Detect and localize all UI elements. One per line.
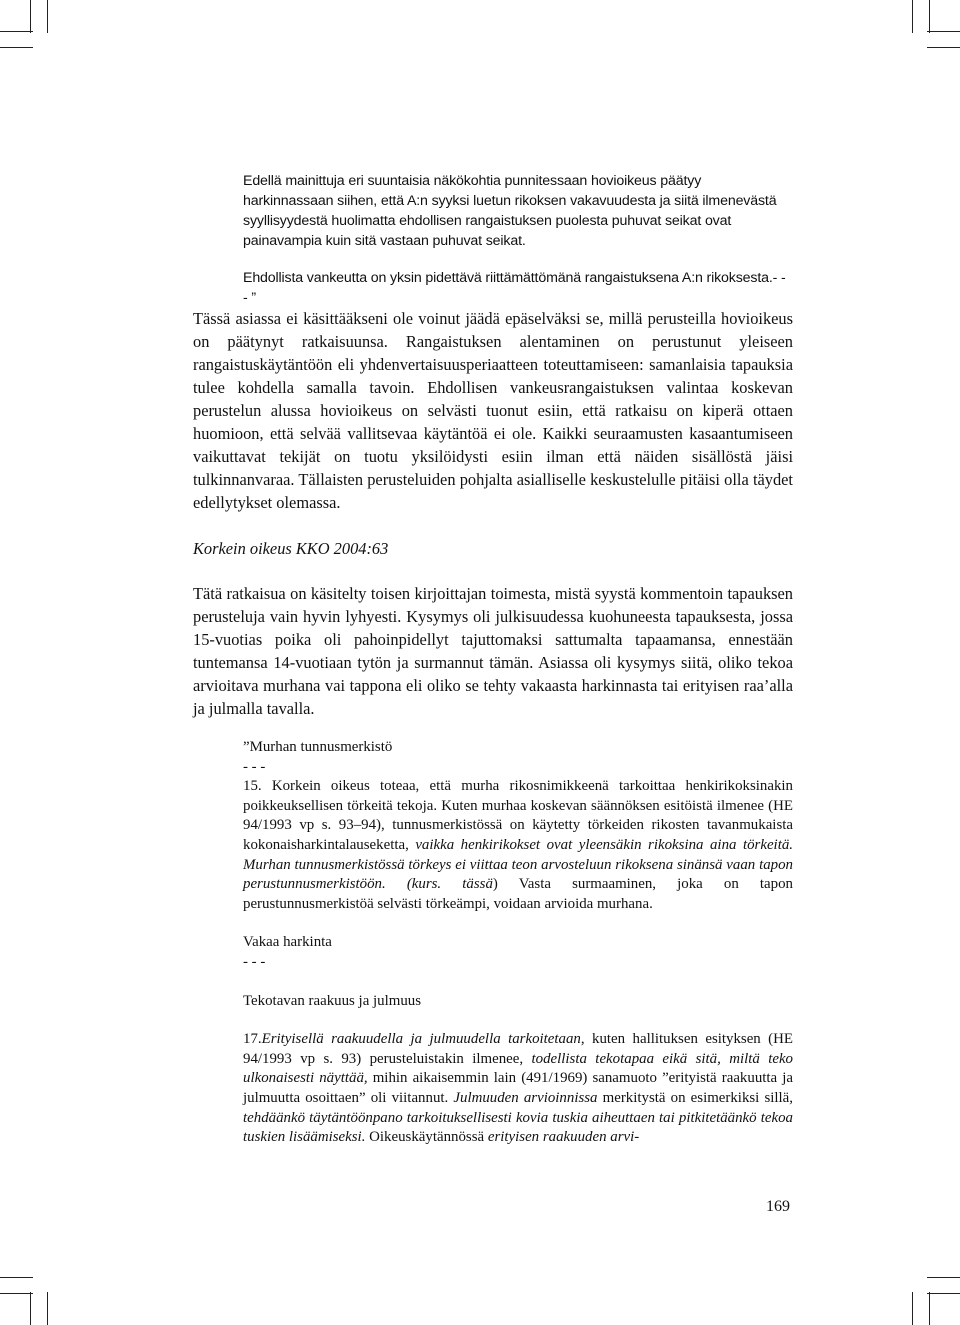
crop-mark bbox=[47, 0, 48, 33]
crop-mark bbox=[912, 1292, 913, 1325]
page-number: 169 bbox=[766, 1198, 790, 1215]
case-heading: Korkein oikeus KKO 2004:63 bbox=[193, 539, 389, 558]
crop-mark bbox=[927, 1277, 960, 1278]
crop-mark bbox=[0, 47, 33, 48]
crop-mark bbox=[929, 0, 930, 33]
citation-paragraph-15: 15. Korkein oikeus toteaa, että murha rikosnimikkeenä tarkoittaa henkirikoksinakin poikkeuksellisen törkeitä tekoja. Kuten murhaa koskevan säännöksen esitöistä ilmenee (HE 94/1993 vp s. 93–94), tunnusmerkistössä on käytetty törkeiden rikosten tavanmukaista kokonaisharkintalauseketta, vaikka henkirikokset ovat yleensäkin rikoksina aina törkeitä. Murhan tunnusmerkistössä törkeys ei viittaa teon arvosteluun rikoksena sinänsä vaan tapon perustunnusmerkistöön. (kurs. tässä) Vasta surmaaminen, joka on tapon perustunnusmerkistöä selvästi törkeämpi, voidaan arvioida murhana. bbox=[243, 778, 793, 912]
citation-paragraph-17: 17.Erityisellä raakuudella ja julmuudella tarkoitetaan, kuten hallituksen esityksen (HE 94/1993 vp s. 93) perusteluistakin ilmenee, todellista tekotapaa eikä sitä, miltä teko ulkonaisesti näyttää, mihin aikaisemmin lain (491/1969) sanamuoto ”erityistä raakuutta ja julmuutta osoittaen” oli viitannut. Julmuuden arvioinnissa merkitystä on esimerkiksi sillä, tehdäänkö täytäntöönpano tarkoituksellisesti kovia tuskia aiheuttaen tai pitkitetäänkö tekoa tuskien lisäämiseksi. Oikeuskäytännössä erityisen raakuuden arvi- bbox=[243, 1031, 793, 1146]
citation-heading-murder: ”Murhan tunnusmerkistö bbox=[243, 739, 393, 755]
crop-mark bbox=[30, 0, 31, 33]
crop-mark bbox=[929, 1292, 930, 1325]
crop-mark bbox=[927, 47, 960, 48]
crop-mark bbox=[927, 1293, 960, 1294]
quote-paragraph-2: Ehdollista vankeutta on yksin pidettävä riittämättömänä rangaistuksena A:n rikoksesta.- - - ” bbox=[243, 270, 786, 306]
commentary-paragraph: Tässä asiassa ei käsittääkseni ole voinut jäädä epäselväksi se, millä perusteilla hovioikeus on päätynyt ratkaisuunsa. Rangaistuksen alentaminen on perustunut yleiseen rangaistuskäytäntöön eli yhdenvertaisuusperiaatteen toteuttamiseen: samanlaisia tapauksia tulee kohdella samalla tavoin. Ehdollisen vankeusrangaistuksen valintaa koskevan perustelun alussa hovioikeus on selvästi tuonut esiin, että ratkaisu on kiperä ottaen huomioon, että selvää vallitsevaa käytäntöä ei ole. Kaikki seuraamusten kasaantumiseen vaikuttavat tekijät on tuotu yksilöidysti esiin ilman että näiden sisällöstä jäisi tulkinnanvaraa. Tällaisten perusteluiden pohjalta asialliselle keskustelulle pitäisi olla täydet edellytykset olemassa. bbox=[193, 309, 793, 512]
crop-mark bbox=[0, 1277, 33, 1278]
citation-ellipsis: - - - bbox=[243, 953, 266, 970]
case-intro-paragraph: Tätä ratkaisua on käsitelty toisen kirjoittajan toimesta, mistä syystä kommentoin tapauksen perusteluja vain hyvin lyhyesti. Kysymys oli julkisuudessa kuohuneesta tapauksesta, jossa 15-vuotias poika oli pahoinpidellyt tajuttomaksi sattumalta tapaamansa, ennestään tuntemansa 14-vuotiaan tytön ja surmannut tämän. Asiassa oli kysymys siitä, oliko tekoa arvioitava murhana vai tappona eli oliko se tehty vakaasta harkinnasta tai erityisen raa’alla ja julmalla tavalla. bbox=[193, 584, 793, 718]
quoted-court-text bbox=[243, 171, 793, 308]
crop-mark bbox=[912, 0, 913, 33]
crop-mark bbox=[0, 31, 33, 32]
crop-mark bbox=[47, 1292, 48, 1325]
citation-ellipsis: - - - bbox=[243, 758, 266, 775]
citation-heading-premeditation: Vakaa harkinta bbox=[243, 934, 332, 951]
court-citation bbox=[243, 738, 793, 1148]
citation-heading-brutality: Tekotavan raakuus ja julmuus bbox=[243, 992, 422, 1009]
crop-mark bbox=[30, 1292, 31, 1325]
quote-paragraph-1: Edellä mainittuja eri suuntaisia näkökohtia punnitessaan hovioikeus päätyy harkinnassaan siihen, että A:n syyksi luetun rikoksen vakavuudesta ja siitä ilmenevästä syyllisyydestä huolimatta ehdollisen rangaistuksen puolesta puhuvat seikat ovat painavampia kuin sitä vastaan puhuvat seikat. bbox=[243, 173, 777, 249]
crop-mark bbox=[0, 1293, 33, 1294]
crop-mark bbox=[927, 31, 960, 32]
